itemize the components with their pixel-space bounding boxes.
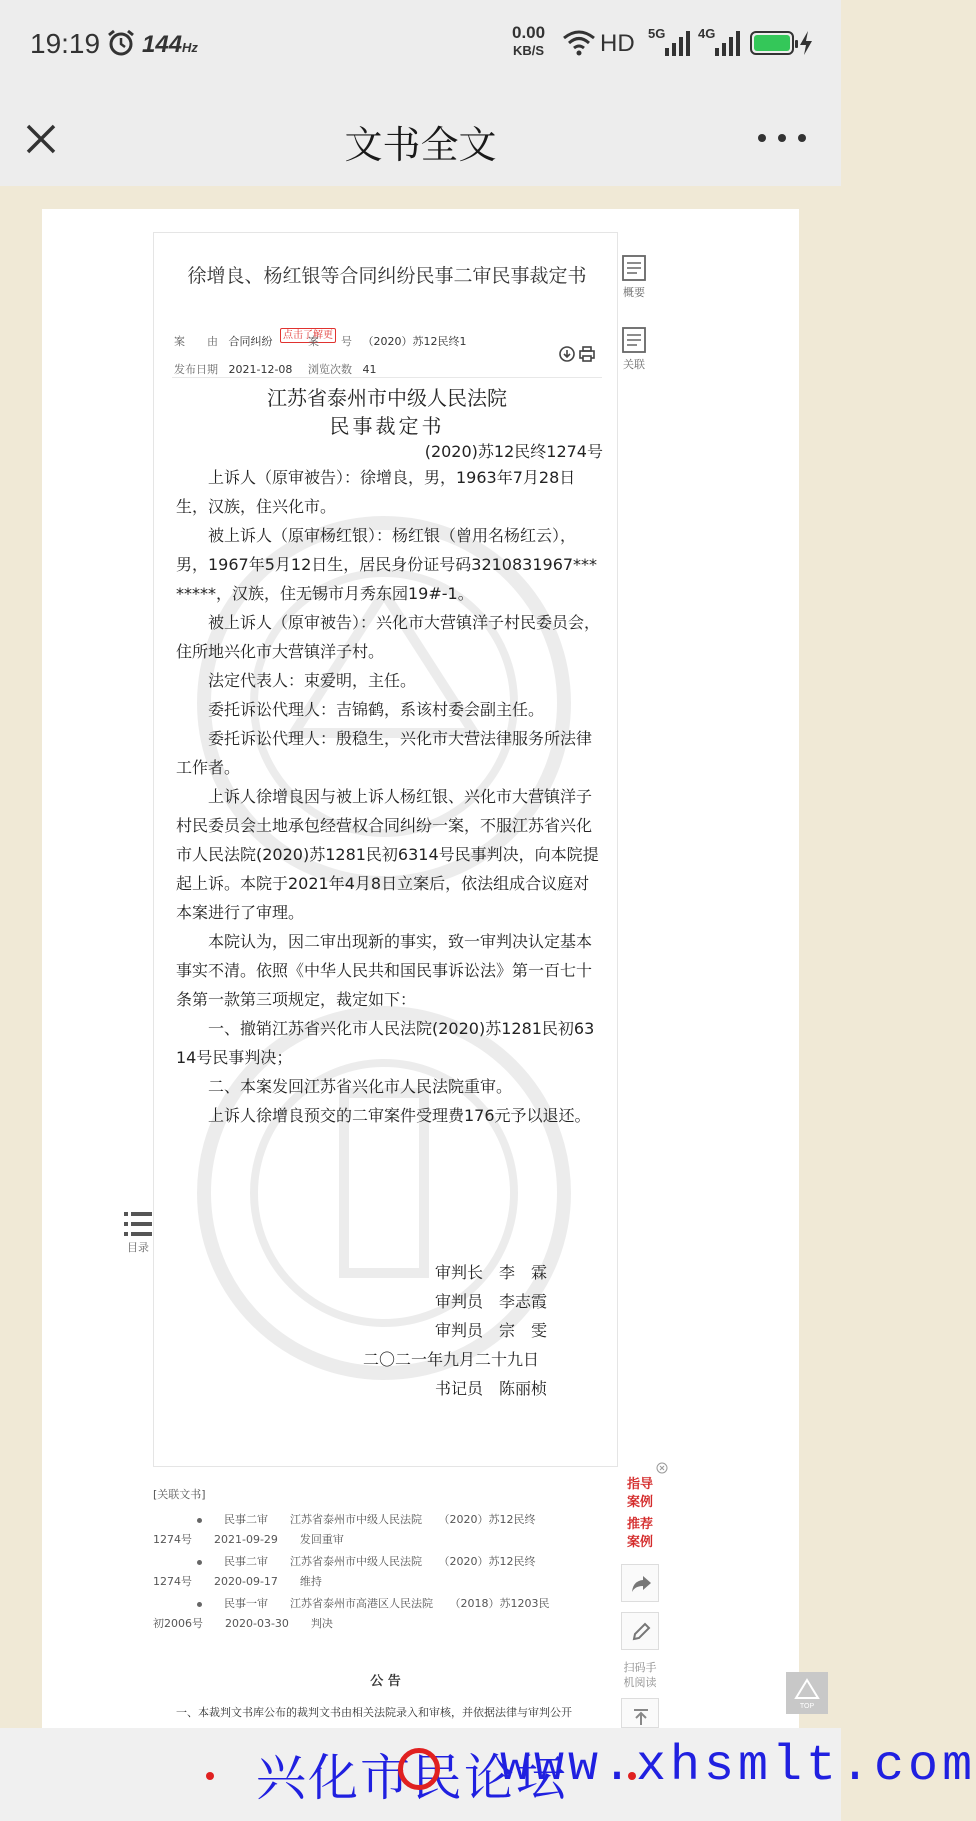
wifi-icon [562,28,596,58]
notice-text: 一、本裁判文书库公布的裁判文书由相关法院录入和审核，并依据法律与审判公开 [176,1706,572,1719]
case-number: (2020)苏12民终1274号 [424,442,603,461]
signal-icon [664,30,690,56]
paragraph: 被上诉人（原审杨红银）：杨红银（曾用名杨红云），男，1967年5月12日生，居民身份证号码3210831967********，汉族，住无锡市月秀东园19#-1。 [176,526,598,603]
watermark-text: 兴化市民论坛 [256,1749,568,1807]
net-4g: 4G [698,26,716,41]
related-doc-item[interactable]: 民事一审 江苏省泰州市高港区人民法院 （2018）苏1203民 初2006号 2020-03-30 判决 [153,1597,550,1630]
edit-button[interactable] [621,1612,659,1650]
paragraph: 上诉人徐增良预交的二审案件受理费176元予以退还。 [208,1106,591,1125]
paragraph: 上诉人（原审被告）：徐增良，男，1963年7月28日生，汉族，住兴化市。 [176,468,576,516]
signatures [176,1258,604,1403]
list-icon [122,1209,154,1239]
close-icon[interactable] [656,1462,668,1474]
refresh-rate: 144Hz [142,31,198,58]
meta-case-no: 案 号 （2020）苏12民终1 [308,335,467,348]
scroll-top-small-button[interactable] [621,1698,659,1728]
related-doc-item[interactable]: 民事二审 江苏省泰州市中级人民法院 （2020）苏12民终 1274号 2021-09-29 发回重审 [153,1513,536,1546]
back-to-top-button[interactable] [786,1672,828,1714]
court-name: 江苏省泰州市中级人民法院 [267,386,507,410]
document-title: 徐增良、杨红银等合同纠纷民事二审民事裁定书 [187,265,587,287]
status-bar [0,0,841,88]
meta-divider [172,377,602,378]
cause-badge[interactable]: 点击了解更 [280,328,336,343]
signer: 审判员 李志霞 [434,1292,547,1311]
share-button[interactable] [621,1564,659,1602]
document-icon [621,254,647,282]
paragraph: 被上诉人（原审被告）：兴化市大营镇洋子村民委员会，住所地兴化市大营镇洋子村。 [176,613,601,661]
watermark-url: www.xhsmlt.com [500,1738,976,1795]
paragraph: 法定代表人：束爱明，主任。 [208,671,417,690]
charging-icon [798,30,814,56]
net-speed: 0.00 KB/S [512,23,546,58]
related-doc-item[interactable]: 民事二审 江苏省泰州市中级人民法院 （2020）苏12民终 1274号 2020-09-17 维持 [153,1555,536,1588]
net-5g: 5G [648,26,666,41]
notice-title: 公 告 [370,1674,401,1689]
recommend-case-button[interactable]: 推荐 案例 [626,1517,653,1550]
signer: 书记员 陈丽桢 [434,1379,547,1398]
document-body [176,463,604,1130]
forum-watermark [0,1728,976,1821]
signer: 审判员 宗 雯 [434,1321,547,1340]
meta-cause: 案 由 合同纠纷 [174,335,273,348]
more-icon[interactable] [756,132,808,144]
qr-read-button[interactable]: 扫码手 机阅读 [623,1661,657,1689]
toc-button[interactable]: 目录 [118,1209,158,1255]
paragraph: 委托诉讼代理人：吉锦鹤，系该村委会副主任。 [208,700,545,719]
top-label: TOP [799,1703,815,1710]
guide-case-button[interactable]: 指导 案例 [626,1477,653,1510]
paragraph: 本院认为，因二审出现新的事实，致一审判决认定基本事实不清。依照《中华人民共和国民事诉讼法》第一百七十条第一款第三项规定，裁定如下： [176,932,593,1009]
document-icon [621,326,647,354]
signal-icon [714,30,740,56]
print-icon[interactable] [578,345,596,363]
pencil-icon [630,1621,652,1643]
meta-views: 浏览次数 41 [308,363,377,376]
signer: 审判长 李 霖 [434,1263,547,1282]
paragraph: 二、本案发回江苏省兴化市人民法院重审。 [208,1077,513,1096]
alarm-icon [106,28,136,58]
document-type: 民事裁定书 [329,414,445,438]
share-icon [630,1573,652,1595]
paragraph: 一、撤销江苏省兴化市人民法院(2020)苏1281民初6314号民事判决； [176,1019,595,1067]
related-button[interactable]: 关联 [616,326,652,372]
paragraph: 委托诉讼代理人：殷稳生，兴化市大营法律服务所法律工作者。 [176,729,593,777]
title-bar [0,88,841,186]
arrow-up-icon [630,1707,652,1727]
paragraph: 上诉人徐增良因与被上诉人杨红银、兴化市大营镇洋子村民委员会土地承包经营权合同纠纷一案，不服江苏省兴化市人民法院(2020)苏1281民初6314号民事判决，向本院提起上诉。本院于2021年4月8日立案后，依法组成合议庭对本案进行了审理。 [176,787,599,922]
battery-icon [750,31,794,55]
arrow-up-icon [786,1672,828,1714]
meta-publish-date: 发布日期 2021-12-08 [174,363,293,376]
related-docs-title: [关联文书] [153,1488,206,1501]
watermark-dot [206,1772,214,1780]
hd-indicator: HD [600,30,635,57]
page-title: 文书全文 [344,123,497,167]
download-icon[interactable] [558,345,576,363]
document-card [153,232,618,1467]
watermark-ring [398,1748,440,1790]
judgment-date: 二〇二一年九月二十九日 [362,1350,539,1369]
summary-button[interactable]: 概要 [616,254,652,300]
status-time: 19:19 [30,28,101,59]
